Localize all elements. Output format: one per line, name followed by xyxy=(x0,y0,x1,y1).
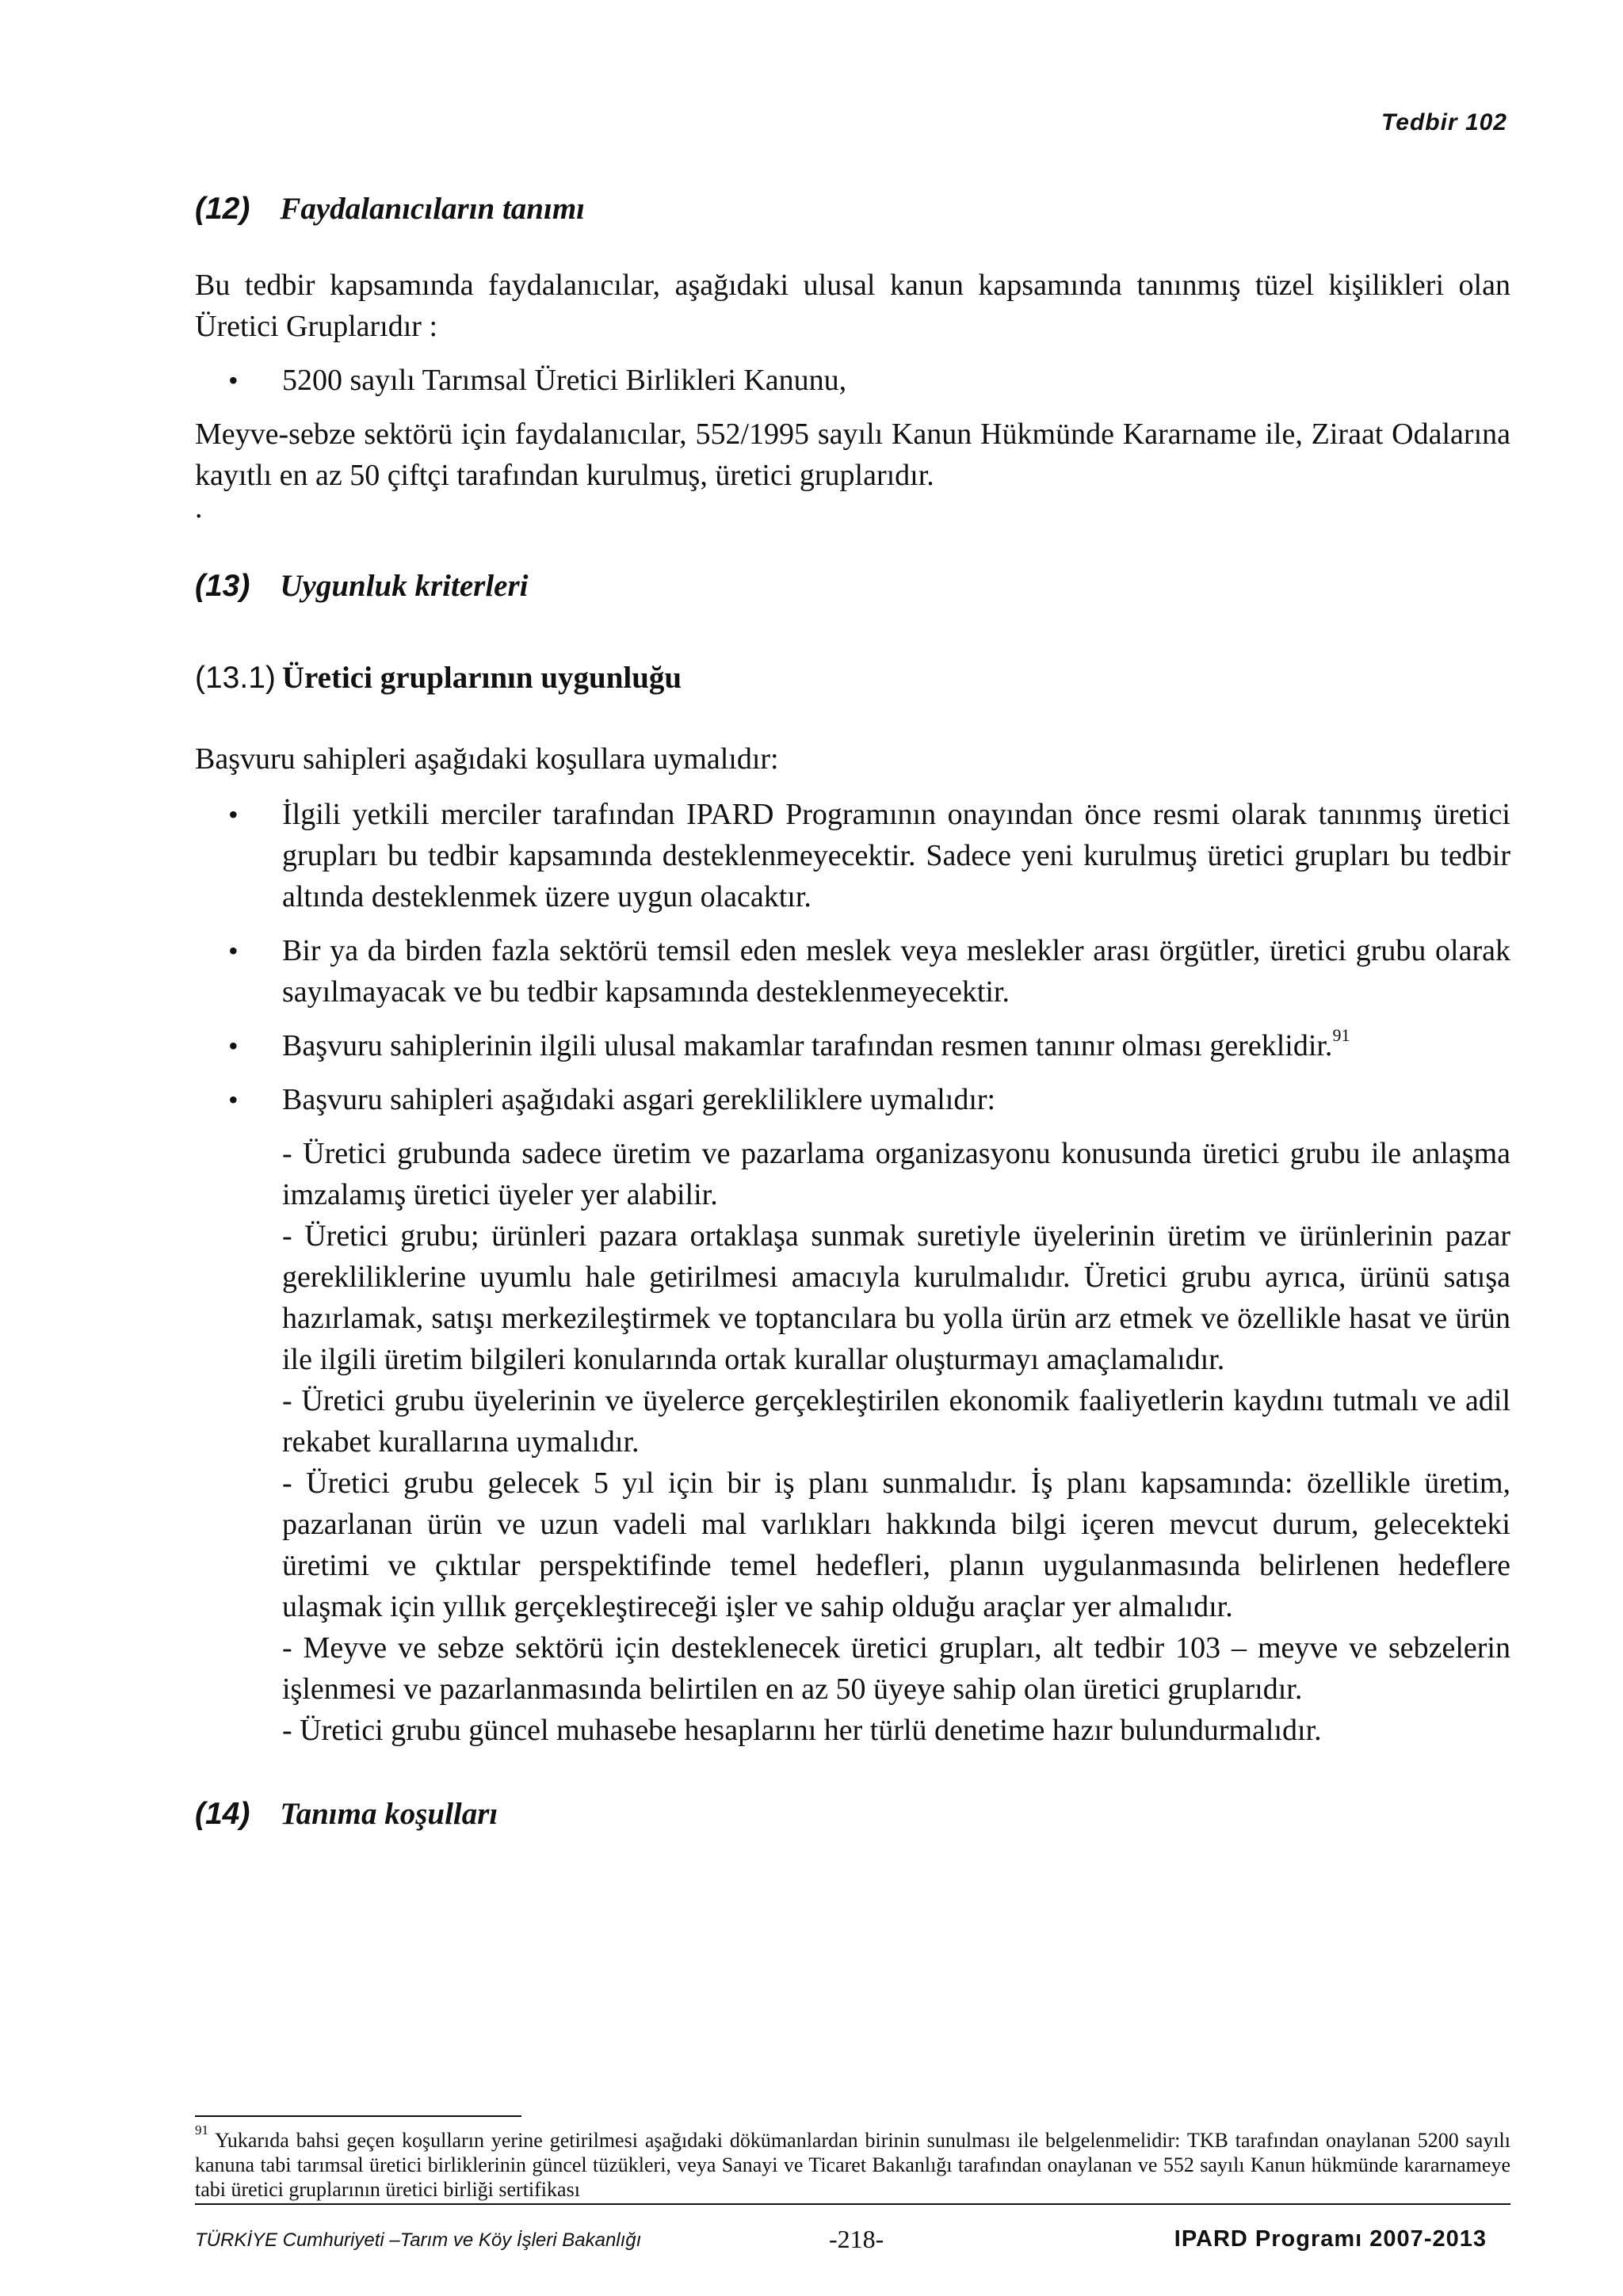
eligibility-list xyxy=(195,794,1510,1120)
running-header: Tedbir 102 xyxy=(1381,109,1507,135)
list-item: • 5200 sayılı Tarımsal Üretici Birlikleri Kanunu, xyxy=(195,360,1510,401)
page-footer xyxy=(195,2225,1510,2256)
list-item: • İlgili yetkili merciler tarafından IPARD Programının onayından önce resmi olarak tanınmış üretici grupları bu tedbir kapsamında desteklenmeyecektir. Sadece yeni kurulmuş üretici grupları bu tedbir altında desteklenmek üzere uygun olacaktır. xyxy=(195,794,1510,917)
list-item-text: Başvuru sahiplerinin ilgili ulusal makamlar tarafından resmen tanınır olması gereklidir. xyxy=(282,1029,1333,1062)
footer-ministry: TÜRKİYE Cumhuriyeti –Tarım ve Köy İşleri Bakanlığı xyxy=(195,2229,642,2251)
footnote-text: Yukarıda bahsi geçen koşulların yerine getirilmesi aşağıdaki dökümanlardan birinin sunulması ile belgelenmelidir: TKB tarafından onaylanan 5200 sayılı kanuna tabi tarımsal üretici birliklerinin güncel tüzükleri, veya Sanayi ve Ticaret Bakanlığı tarafından onaylanan ve 552 sayılı Kanun hükmünde kararnameye tabi üretici gruplarının üretici birliği sertifikası xyxy=(195,2129,1510,2201)
footnote xyxy=(195,2122,1510,2202)
beneficiaries-list xyxy=(195,360,1510,401)
footnote-number: 91 xyxy=(195,2122,208,2138)
section-title: Faydalanıcıların tanımı xyxy=(280,192,586,226)
section-13-1-heading xyxy=(195,658,1510,699)
section-title: Tanıma koşulları xyxy=(280,1797,498,1831)
footnote-reference[interactable]: 91 xyxy=(1332,1025,1350,1046)
section-number: (13) xyxy=(195,569,250,603)
requirement-item: - Üretici grubu gelecek 5 yıl için bir iş planı sunmalıdır. İş planı kapsamında: özellikle üretim, pazarlanan ürün ve uzun vadeli mal varlıkları hakkında bilgi içeren mevcut durum, gelecekteki üretimi ve çıktılar perspektifinde temel hedefleri, planın uygulanmasında belirlenen hedeflere ulaşmak için yıllık gerçekleştireceği işler ve sahip olduğu araçlar yer almalıdır. xyxy=(282,1466,1510,1623)
section-number: (12) xyxy=(195,192,250,226)
requirement-item: - Üretici grubu güncel muhasebe hesaplarını her türlü denetime hazır bulundurmalıdır. xyxy=(282,1714,1322,1747)
requirements-block xyxy=(195,1133,1510,1751)
section-title: Uygunluk kriterleri xyxy=(280,569,529,603)
requirement-item: - Meyve ve sebze sektörü için desteklenecek üretici grupları, alt tedbir 103 – meyve ve sebzelerin işlenmesi ve pazarlanmasında belirtilen en az 50 üyeye sahip olan üretici gruplarıdır. xyxy=(282,1631,1510,1706)
page-number: -218- xyxy=(829,2225,884,2253)
stray-dot: . xyxy=(195,491,203,524)
document-body xyxy=(195,189,1510,1835)
section-number: (14) xyxy=(195,1797,250,1831)
fruit-vegetable-paragraph: Meyve-sebze sektörü için faydalanıcılar, 552/1995 sayılı Kanun Hükmünde Kararname ile, Ziraat Odalarına kayıtlı en az 50 çiftçi tarafından kurulmuş, üretici gruplarıdır. xyxy=(195,418,1510,492)
eligibility-intro: Başvuru sahipleri aşağıdaki koşullara uymalıdır: xyxy=(195,742,779,776)
footer-program: IPARD Programı 2007-2013 xyxy=(1174,2226,1487,2252)
section-13-heading xyxy=(195,566,1510,607)
section-title: Üretici gruplarının uygunluğu xyxy=(281,661,682,695)
requirement-item: - Üretici grubu üyelerinin ve üyelerce gerçekleştirilen ekonomik faaliyetlerin kaydını tutmalı ve adil rekabet kurallarına uymalıdır. xyxy=(282,1384,1510,1459)
footnote-divider xyxy=(195,2115,521,2117)
section-12-heading xyxy=(195,189,1510,230)
section-number: (13.1) xyxy=(195,661,276,695)
requirement-item: - Üretici grubu; ürünleri pazara ortaklaşa sunmak suretiyle üyelerinin üretim ve ürünlerinin pazar gerekliliklerine uyumlu hale getirilmesi amacıyla kurulmalıdır. Üretici grubu ayrıca, ürünü satışa hazırlamak, satışı merkezileştirmek ve toptancılara bu yolla ürün arz etmek ve özellikle hasat ve ürün ile ilgili üretim bilgileri konularında ortak kurallar oluşturmayı amaçlamalıdır. xyxy=(282,1219,1510,1376)
list-item xyxy=(195,1025,1510,1066)
requirement-item: - Üretici grubunda sadece üretim ve pazarlama organizasyonu konusunda üretici grubu ile anlaşma imzalamış üretici üyeler yer alabilir. xyxy=(282,1137,1510,1211)
list-item: • Bir ya da birden fazla sektörü temsil eden meslek veya meslekler arası örgütler, üretici grubu olarak sayılmayacak ve bu tedbir kapsamında desteklenmeyecektir. xyxy=(195,930,1510,1013)
section-14-heading xyxy=(195,1794,1510,1835)
list-item: • Başvuru sahipleri aşağıdaki asgari gerekliliklere uymalıdır: xyxy=(195,1079,1510,1120)
beneficiaries-intro: Bu tedbir kapsamında faydalanıcılar, aşağıdaki ulusal kanun kapsamında tanınmış tüzel kişilikleri olan Üretici Gruplarıdır : xyxy=(195,269,1510,343)
footer-divider xyxy=(195,2203,1510,2205)
